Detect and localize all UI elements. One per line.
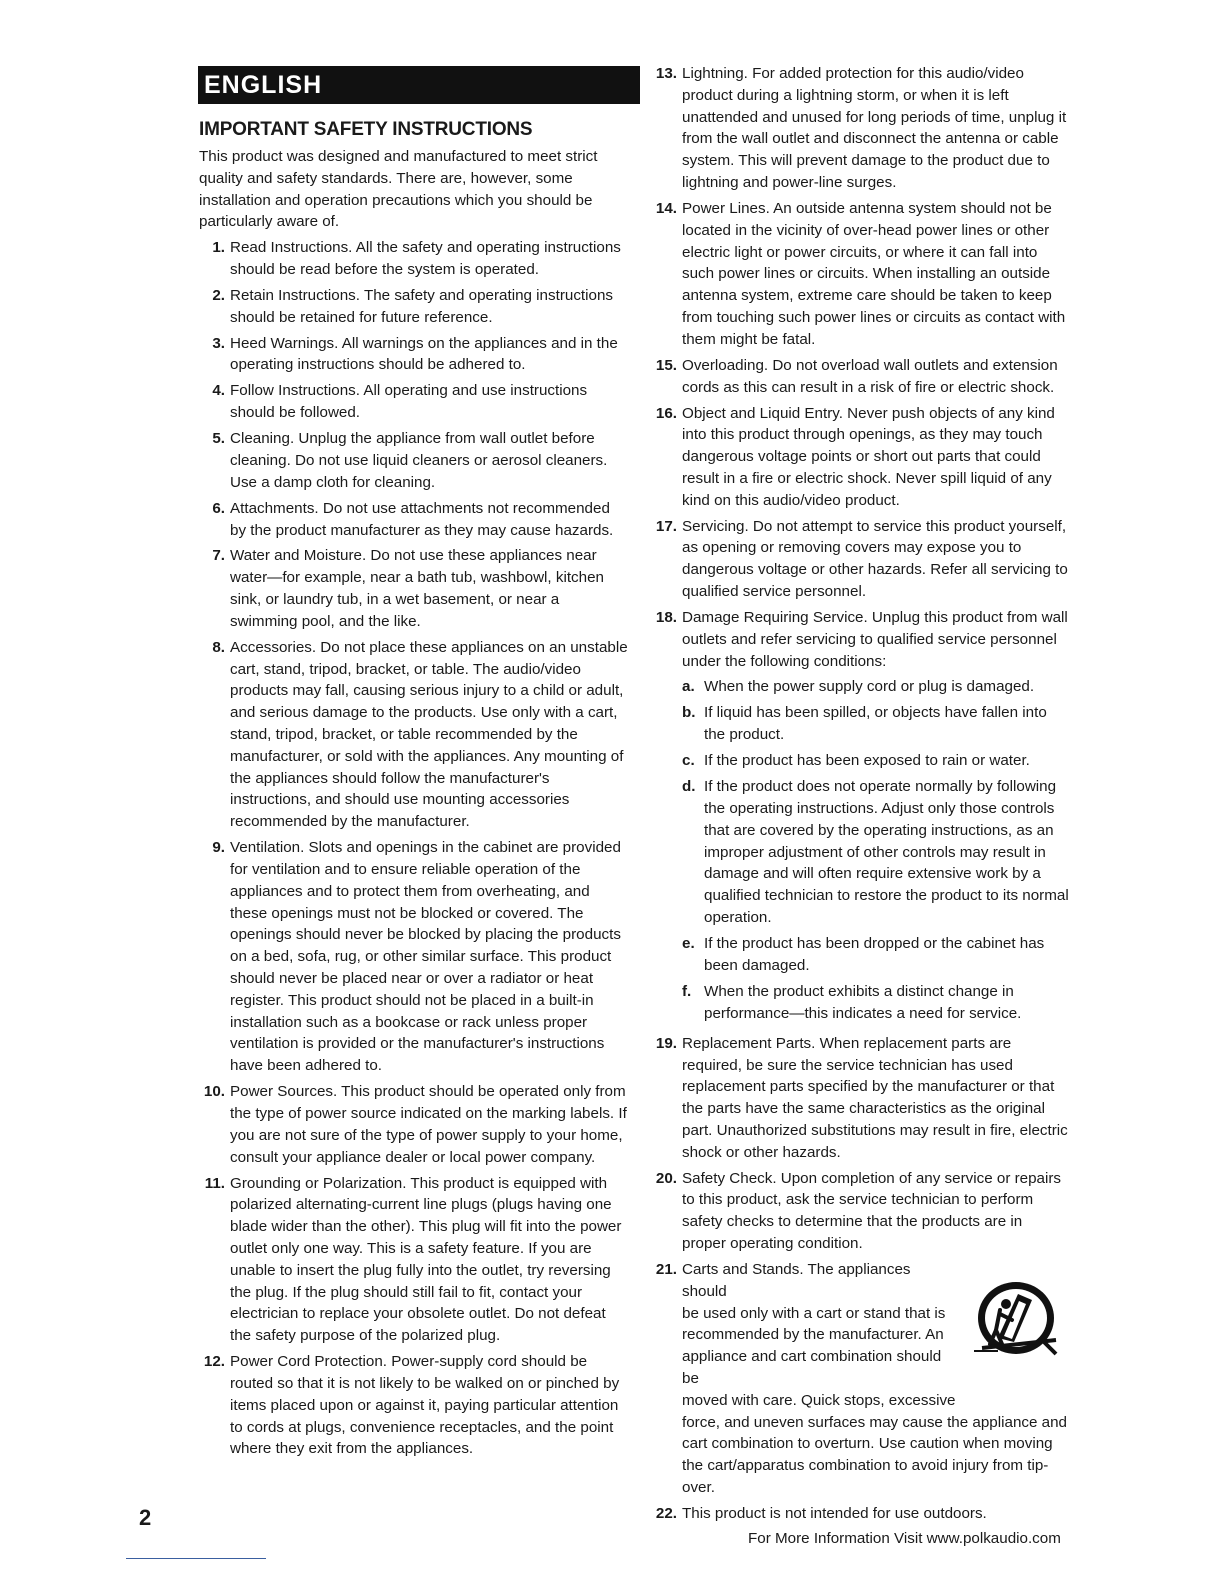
sub-item-letter: e.	[682, 934, 695, 952]
list-item	[645, 516, 1070, 603]
sub-item-text: If the product does not operate normally by following the operating instructions. Adjust only those controls that are covered by the operating instructions, as an improper adjustment of other controls may result in damage and will often require extensive work by a qualified technician to restore the product to its normal operation.	[704, 778, 1069, 926]
item-number: 17.	[655, 517, 677, 535]
sub-item-letter: d.	[682, 778, 696, 796]
item-text-line: Carts and Stands. The appliances should	[682, 1261, 911, 1300]
item-text: Lightning. For added protection for this audio/video product during a lightning storm, or when it is left unattended and unused for long periods of time, unplug it from the wall outlet and disconnect the antenna or cable system. This will prevent damage to the product due to lightning and power-line surges.	[682, 65, 1067, 191]
item-text-line: recommended by the manufacturer. An	[682, 1326, 944, 1344]
footer-divider	[126, 1558, 266, 1559]
item-number: 16.	[655, 404, 677, 422]
list-item	[199, 237, 629, 281]
sub-item-letter: f.	[682, 982, 692, 1000]
item-text: Object and Liquid Entry. Never push objects of any kind into this product through openings, as they may touch dangerous voltage points or short out parts that could result in a fire or electric shock. Never spill liquid of any kind on this audio/video product.	[682, 404, 1055, 509]
item-number: 20.	[655, 1169, 677, 1187]
item-number: 2.	[212, 286, 225, 304]
footer-url: For More Information Visit www.polkaudio.com	[748, 1530, 1061, 1547]
sub-item-text: When the power supply cord or plug is damaged.	[704, 678, 1035, 696]
item-number: 12.	[203, 1353, 225, 1371]
item-text: Power Lines. An outside antenna system should not be located in the vicinity of over-head power lines or other electric light or power circuits, or where it can fall into such power lines or circuits. When installing an outside antenna system, extreme care should be taken to keep from touching such power lines or circuits as contact with them might be fatal.	[682, 199, 1066, 348]
sub-list-item	[682, 676, 1070, 698]
item-number: 18.	[655, 609, 677, 627]
item-text: Damage Requiring Service. Unplug this product from wall outlets and refer servicing to qualified service personnel under the following conditions:	[682, 609, 1068, 670]
item-number: 10.	[203, 1083, 225, 1101]
item-text: Accessories. Do not place these appliances on an unstable cart, stand, tripod, bracket, or table. The audio/video products may fall, causing serious injury to a child or adult, and serious damage to the products. Use only with a cart, stand, tripod, bracket, or table recommended by the manufacturer, or sold with the appliances. Any mounting of the appliances should follow the manufacturer's instructions, and should use mounting accessories recommended by the manufacturer.	[230, 638, 628, 831]
list-item	[645, 607, 1070, 1028]
list-item	[199, 637, 629, 833]
sub-item-text: When the product exhibits a distinct change in performance—this indicates a need for service.	[704, 982, 1022, 1022]
language-label: ENGLISH	[204, 71, 323, 99]
item-number: 7.	[212, 547, 225, 565]
item-text: Water and Moisture. Do not use these appliances near water—for example, near a bath tub, washbowl, kitchen sink, or laundry tub, in a wet basement, or near a swimming pool, and the like.	[230, 547, 604, 630]
item-number: 14.	[655, 199, 677, 217]
item-text: Cleaning. Unplug the appliance from wall outlet before cleaning. Do not use liquid cleaners or aerosol cleaners. Use a damp cloth for cleaning.	[230, 430, 608, 491]
item-number: 8.	[212, 638, 225, 656]
item-number: 6.	[212, 499, 225, 517]
item-text: Servicing. Do not attempt to service this product yourself, as opening or removing covers may expose you to dangerous voltage or other hazards. Refer all servicing to qualified service personnel.	[682, 517, 1068, 601]
item-text-line: moved with care. Quick stops, excessive	[682, 1391, 956, 1409]
item-text-line: be used only with a cart or stand that is	[682, 1304, 946, 1322]
item-number: 3.	[212, 334, 225, 352]
list-item	[645, 355, 1070, 399]
item-text: Replacement Parts. When replacement parts are required, be sure the service technician has used replacement parts specified by the manufacturer or that the parts have the same characteristics as the original part. Unauthorized substitutions may result in fire, electric shock or other hazards.	[682, 1034, 1068, 1161]
language-banner	[198, 66, 640, 104]
item-text-rest: force, and uneven surfaces may cause the appliance and cart combination to overturn. Use caution when moving the cart/apparatus combination to avoid injury from tip-over.	[682, 1413, 1067, 1497]
item-text: Ventilation. Slots and openings in the cabinet are provided for ventilation and to ensure reliable operation of the appliances and to protect them from overheating, and these openings must not be blocked or covered. The openings should never be blocked by placing the products on a bed, sofa, rug, or other similar surface. This product should never be placed near or over a radiator or heat register. This product should not be placed in a built-in installation such as a bookcase or rack unless proper ventilation is provided or the manufacturer's instructions have been adhered to.	[230, 839, 621, 1075]
sub-list-item	[682, 981, 1070, 1025]
item-number: 15.	[655, 356, 677, 374]
list-item	[199, 545, 629, 632]
list-item	[199, 498, 629, 542]
item-number: 5.	[212, 430, 225, 448]
sub-list-item	[682, 933, 1070, 977]
list-item	[645, 1503, 1070, 1525]
page-number: 2	[139, 1505, 152, 1530]
item-number: 4.	[212, 382, 225, 400]
item-text: Heed Warnings. All warnings on the appliances and in the operating instructions should be adhered to.	[230, 334, 618, 374]
item-text: Overloading. Do not overload wall outlets and extension cords as this can result in a risk of fire or electric shock.	[682, 356, 1058, 396]
sub-item-text: If the product has been dropped or the cabinet has been damaged.	[704, 934, 1045, 974]
list-item	[199, 285, 629, 329]
list-item	[645, 63, 1070, 194]
list-item	[199, 428, 629, 493]
list-item	[645, 1168, 1070, 1255]
list-item	[199, 1081, 629, 1168]
list-item	[199, 1173, 629, 1347]
item-number: 1.	[212, 239, 225, 256]
item-text: This product is not intended for use outdoors.	[682, 1505, 987, 1523]
item-text: Attachments. Do not use attachments not recommended by the product manufacturer as they may cause hazards.	[230, 499, 614, 539]
sub-item-letter: b.	[682, 704, 696, 722]
item-number: 21.	[655, 1261, 677, 1279]
item-text: Follow Instructions. All operating and use instructions should be followed.	[230, 382, 588, 422]
list-item	[199, 1351, 629, 1460]
sub-item-text: If liquid has been spilled, or objects have fallen into the product.	[704, 704, 1047, 744]
condition-sublist	[682, 676, 1070, 1024]
list-item	[199, 380, 629, 424]
item-text: Power Cord Protection. Power-supply cord should be routed so that it is not likely to be walked on or pinched by items placed upon or against it, paying particular attention to cords at plugs, convenience receptacles, and the point where they exit from the appliances.	[230, 1353, 620, 1458]
sub-item-letter: c.	[682, 752, 695, 770]
item-number: 9.	[212, 839, 225, 857]
sub-list-item	[682, 750, 1070, 772]
sub-list-item	[682, 702, 1070, 746]
item-text-line: appliance and cart combination should be	[682, 1348, 942, 1388]
list-item	[645, 198, 1070, 351]
list-item	[199, 333, 629, 377]
list-item	[645, 1033, 1070, 1164]
item-text: Read Instructions. All the safety and operating instructions should be read before the system is operated.	[230, 239, 621, 278]
page-title: IMPORTANT SAFETY INSTRUCTIONS	[199, 119, 533, 140]
item-number: 22.	[655, 1505, 677, 1523]
sub-item-letter: a.	[682, 678, 695, 696]
item-text: Safety Check. Upon completion of any service or repairs to this product, ask the service technician to perform safety checks to determine that the products are in proper operating condition.	[682, 1169, 1062, 1253]
item-text: Power Sources. This product should be operated only from the type of power source indicated on the marking labels. If you are not sure of the type of power supply to your home, consult your appliance dealer or local power company.	[230, 1083, 627, 1166]
sub-item-text: If the product has been exposed to rain or water.	[704, 752, 1030, 770]
intro-paragraph: This product was designed and manufactured to meet strict quality and safety standards. There are, however, some installation and operation precautions which you should be particularly aware of.	[199, 148, 598, 231]
sub-list-item	[682, 776, 1070, 929]
item-text: Grounding or Polarization. This product is equipped with polarized alternating-current line plugs (plugs having one blade wider than the other). This plug will fit into the power outlet only one way. This is a safety feature. If you are unable to insert the plug fully into the outlet, try reversing the plug. If the plug should still fail to fit, contact your electrician to replace your obsolete outlet. Do not defeat the safety purpose of the polarized plug.	[230, 1174, 622, 1345]
item-number: 13.	[655, 65, 677, 82]
item-number: 11.	[204, 1174, 225, 1192]
item-number: 19.	[655, 1034, 677, 1052]
item-body	[682, 607, 1070, 1028]
list-item	[199, 837, 629, 1077]
item-text: Retain Instructions. The safety and operating instructions should be retained for future reference.	[230, 286, 613, 326]
cart-tip-over-warning-icon	[970, 1280, 1064, 1360]
left-column	[199, 237, 629, 1464]
list-item	[645, 403, 1070, 512]
